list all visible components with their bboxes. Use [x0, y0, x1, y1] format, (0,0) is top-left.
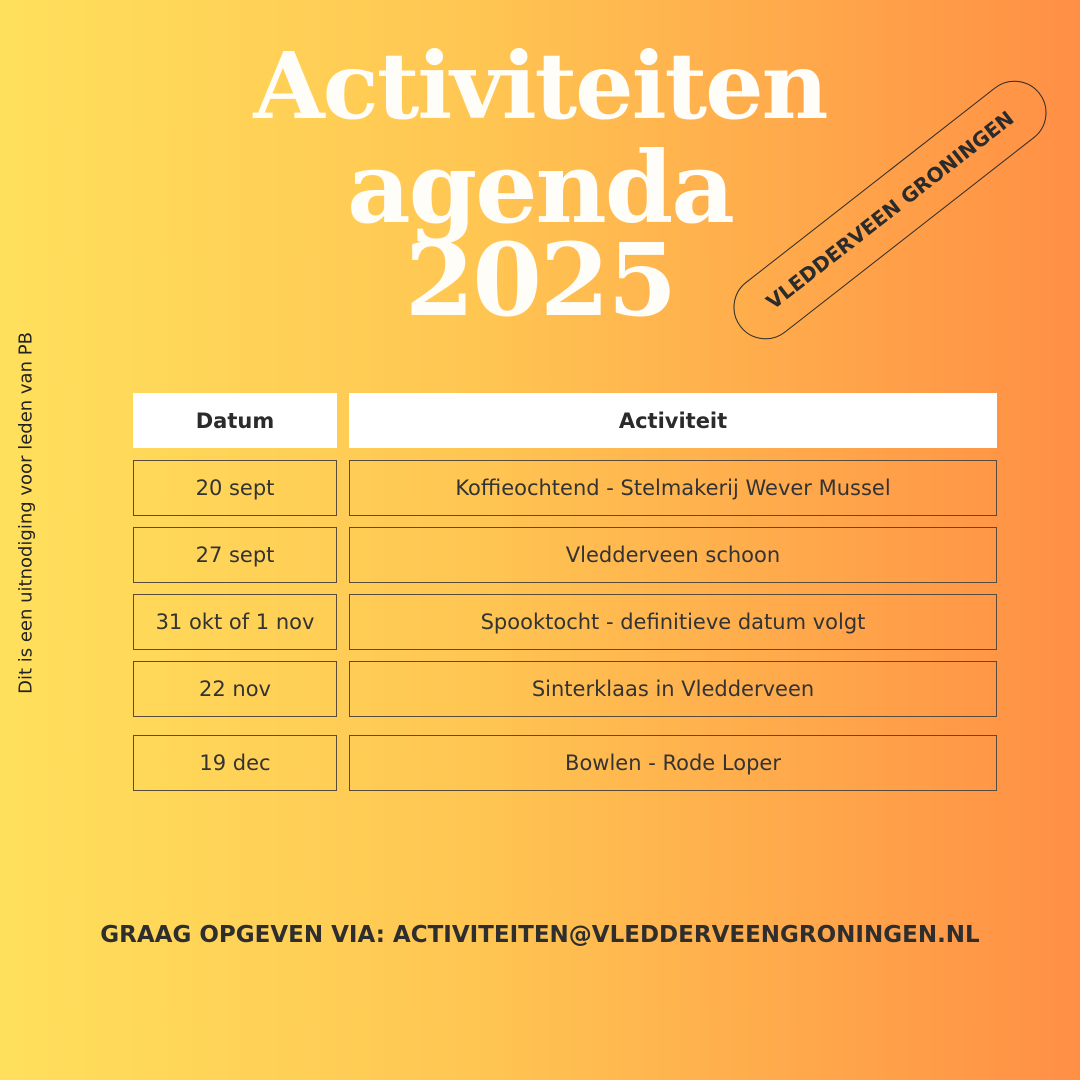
- location-badge-label: VLEDDERVEEN GRONINGEN: [761, 105, 1019, 315]
- table-row-activity: Spooktocht - definitieve datum volgt: [349, 594, 997, 650]
- table-row-date: 19 dec: [133, 735, 337, 791]
- table-row-date: 31 okt of 1 nov: [133, 594, 337, 650]
- page-title-line-1: Activiteiten: [253, 32, 827, 140]
- table-row-activity: Bowlen - Rode Loper: [349, 735, 997, 791]
- side-note: Dit is een uitnodiging voor leden van PB: [15, 332, 37, 694]
- table-row-date: 20 sept: [133, 460, 337, 516]
- header-date: Datum: [133, 393, 337, 448]
- table-row-activity: Sinterklaas in Vledderveen: [349, 661, 997, 717]
- page-title-line-2: agenda: [347, 131, 733, 246]
- page-title-year: 2025: [404, 221, 676, 339]
- table-row-activity: Koffieochtend - Stelmakerij Wever Mussel: [349, 460, 997, 516]
- table-row-date: 22 nov: [133, 661, 337, 717]
- header-activity: Activiteit: [349, 393, 997, 448]
- table-row-date: 27 sept: [133, 527, 337, 583]
- table-row-activity: Vledderveen schoon: [349, 527, 997, 583]
- signup-email-note: GRAAG OPGEVEN VIA: ACTIVITEITEN@VLEDDERVEENGRONINGEN.NL: [100, 922, 980, 948]
